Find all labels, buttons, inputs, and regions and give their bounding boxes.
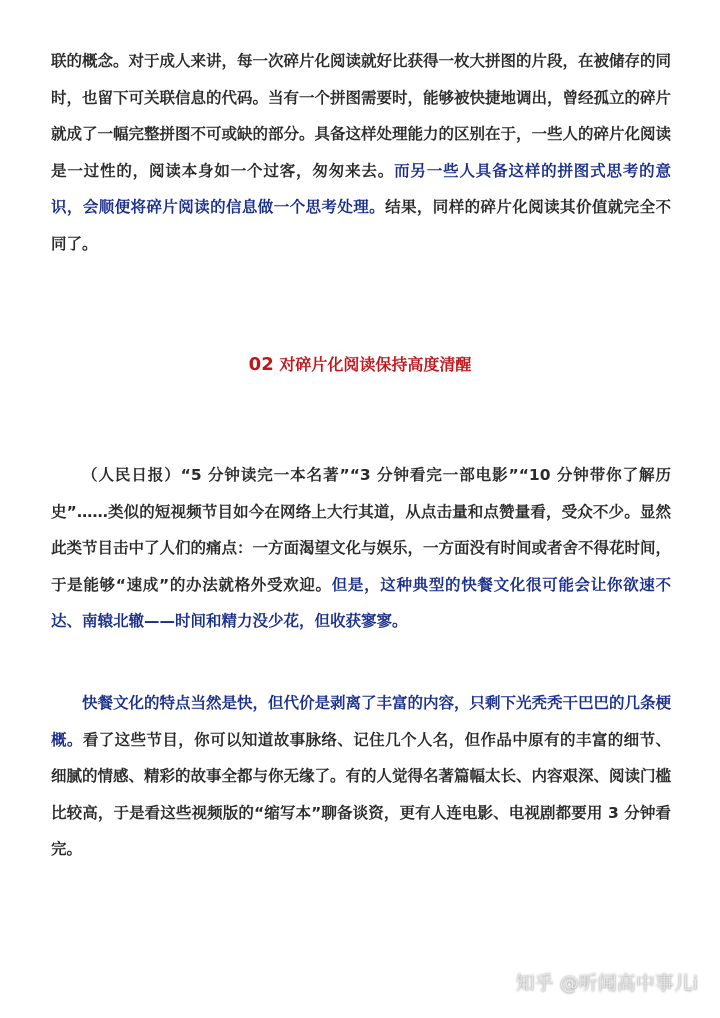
paragraph-1-tail: 结果，同样的碎片化阅读其价值就完全不同了。 [51,198,671,253]
paragraph-3 [51,685,671,868]
paragraph-1-text: 联的概念。对于成人来讲，每一次碎片化阅读就好比获得一枚大拼图的片段，在被储存的同时，也留下可关联信息的代码。当有一个拼图需要时，能够被快捷地调出，曾经孤立的碎片就成了一幅完整拼图不可或缺的部分。具备这样处理能力的区别在于，一些人的碎片化阅读是一过性的，阅读本身如一个过客，匆匆来去。 [51,52,672,180]
paragraph-3-text: 看了这些节目，你可以知道故事脉络、记住几个人名，但作品中原有的丰富的细节、细腻的情感、精彩的故事全都与你无缘了。有的人觉得名著篇幅太长、内容艰深、阅读门槛比较高，于是看这些视频版的“缩写本”聊备谈资，更有人连电影、电视剧都要用 3 分钟看完。 [51,730,672,858]
section-heading [0,347,720,383]
zhihu-watermark: 知乎 @听闻高中事儿i [515,972,698,994]
section-number: 02 [248,354,274,375]
paragraph-3-highlight: 快餐文化的特点当然是快，但代价是剥离了丰富的内容，只剩下光秃秃干巴巴的几条梗概。 [51,694,672,749]
paragraph-2 [51,457,671,640]
paragraph-1-highlight: 而另一些人具备这样的拼图式思考的意识，会顺便将碎片阅读的信息做一个思考处理。 [51,161,671,216]
paragraph-1 [51,43,671,262]
section-title-text: 对碎片化阅读保持高度清醒 [279,355,472,374]
paragraph-2-text: （人民日报）“5 分钟读完一本名著”“3 分钟看完一部电影”“10 分钟带你了解历史”……类似的短视频节目如今在网络上大行其道，从点击量和点赞量看，受众不少。显然此类节目击中了人们的痛点：一方面渴望文化与娱乐，一方面没有时间或者舍不得花时间，于是能够“速成”的办法就格外受欢迎。 [51,466,672,594]
paragraph-2-highlight: 但是，这种典型的快餐文化很可能会让你欲速不达、南辕北辙——时间和精力没少花，但收获寥寥。 [51,575,671,630]
